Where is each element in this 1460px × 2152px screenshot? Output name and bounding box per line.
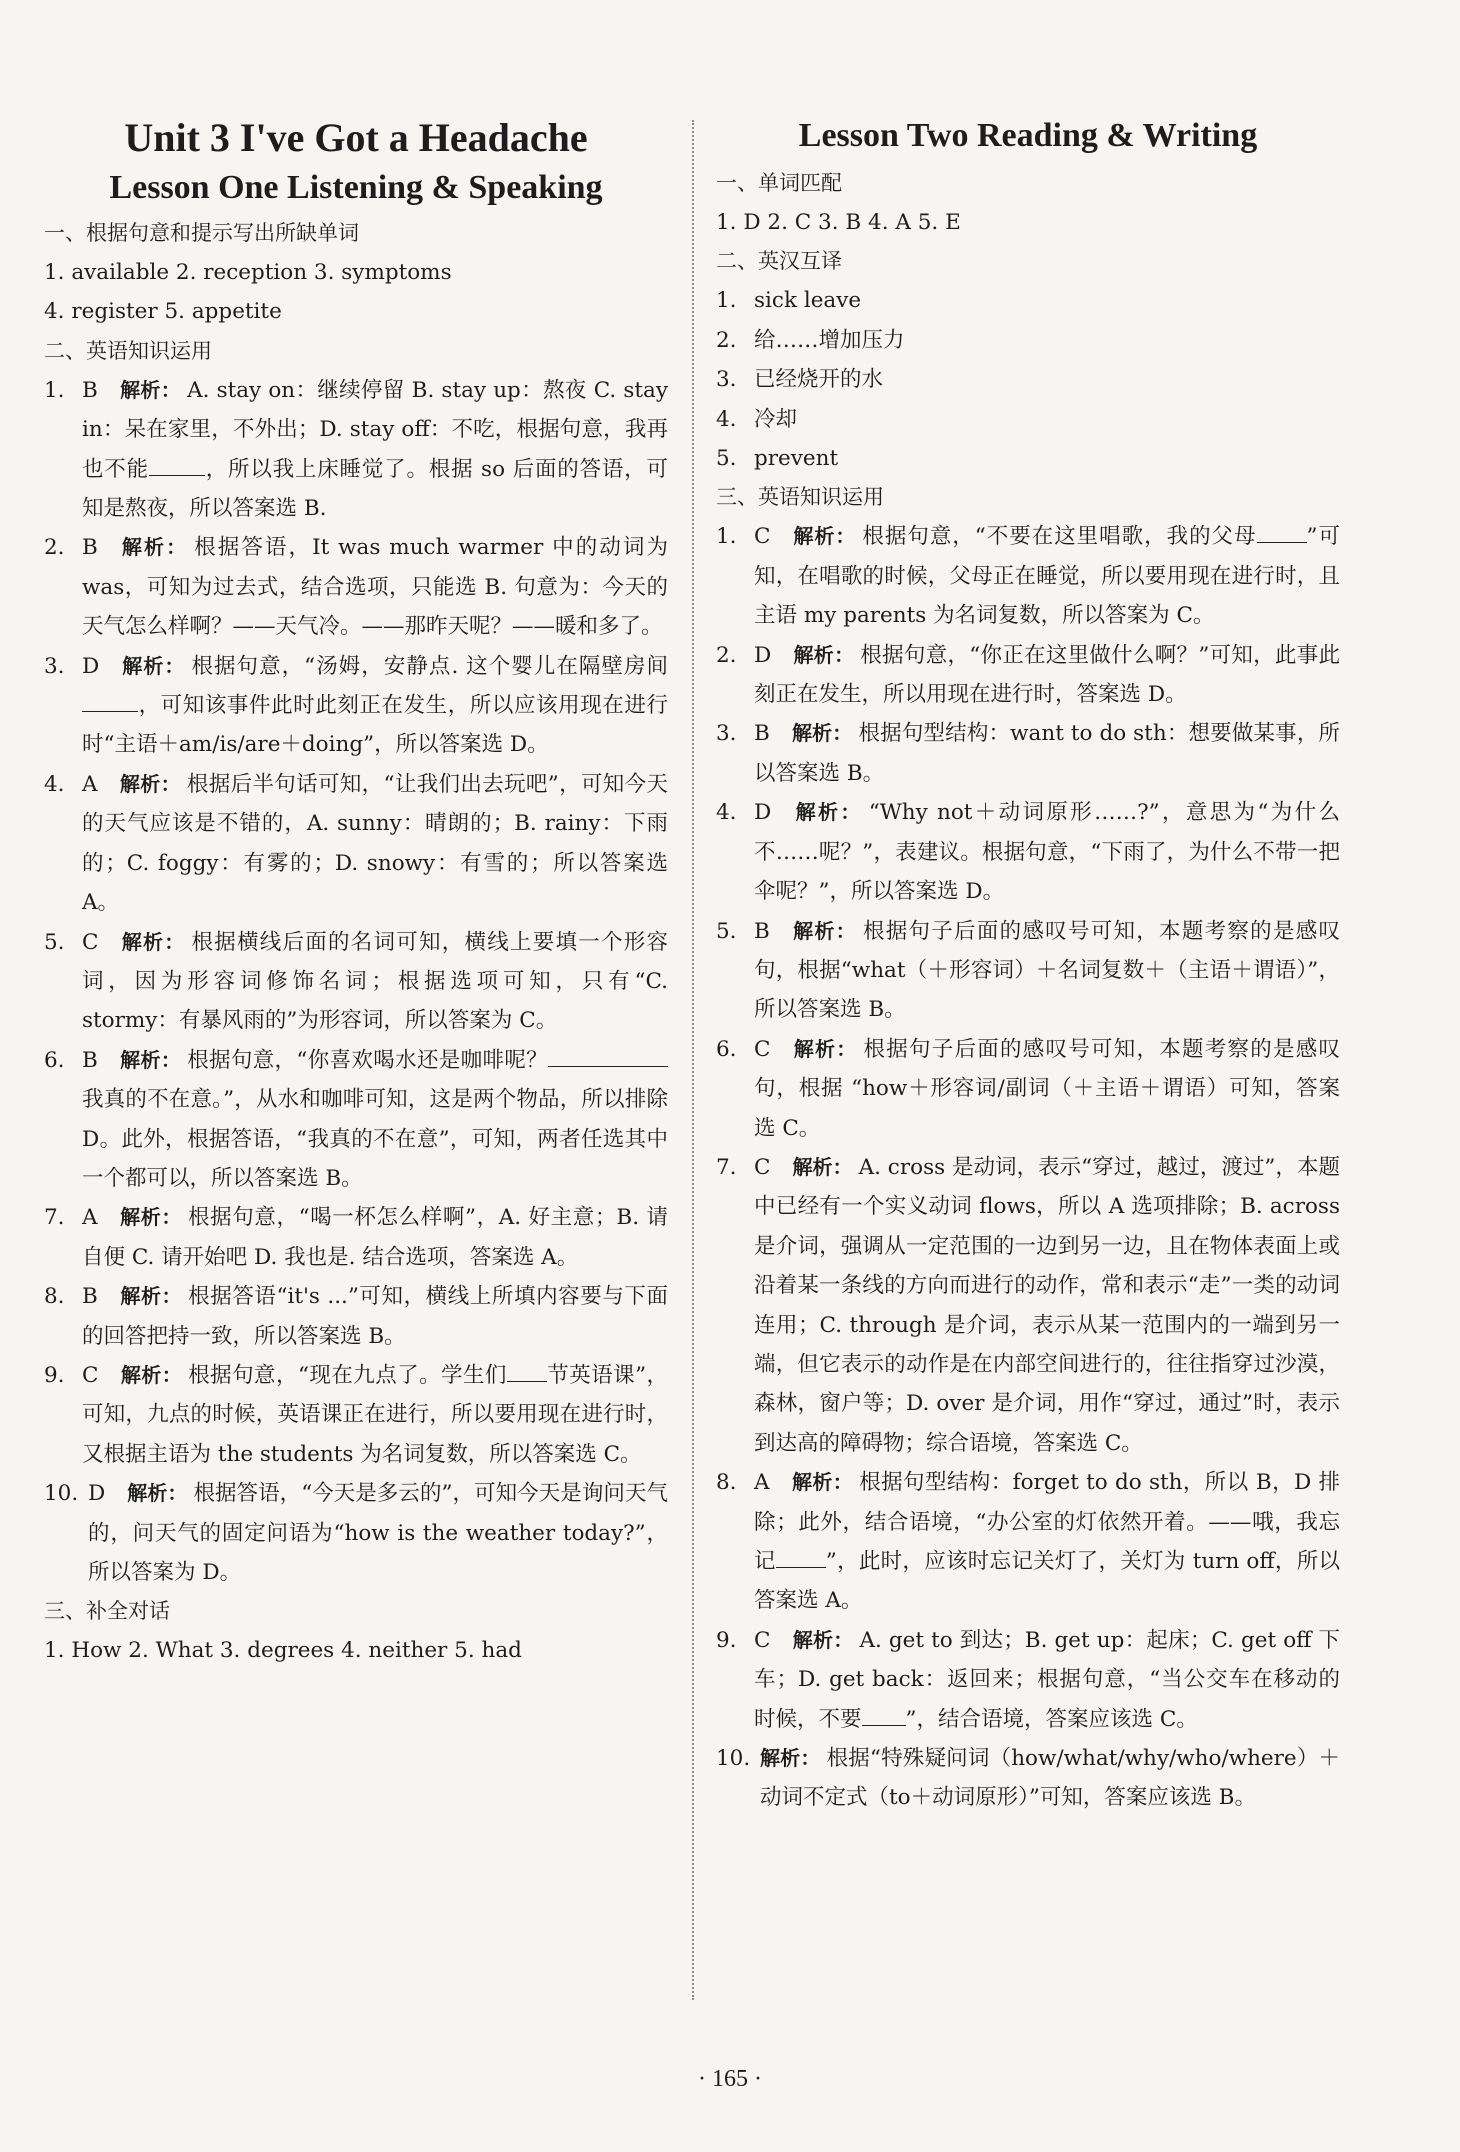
answer-letter: D [754,800,772,826]
analysis-text: 根据句型结构：want to do sth：想要做某事，所以答案选 B。 [754,721,1340,786]
analysis-text: 根据句意，“喝一杯怎么样啊”，A. 好主意；B. 请自便 C. 请开始吧 D. 我也是. 结合选项，答案选 A。 [82,1205,668,1270]
question-item [716,793,1340,911]
analysis-text: 根据“特殊疑问词（how/what/why/who/where）＋动词不定式（to＋动词原形）”可知，答案应该选 B。 [760,1746,1341,1811]
question-item [44,371,668,529]
analysis-label: 解析： [792,1154,853,1179]
analysis-label: 解析： [121,653,186,678]
blank-line [776,1546,826,1569]
question-number: 2. [716,642,737,668]
analysis-text: 根据答语“it's ...”可知，横线上所填内容要与下面的回答把持一致，所以答案选 B。 [82,1284,668,1349]
answer-line: 1. How 2. What 3. degrees 4. neither 5. had [44,1638,522,1664]
analysis-text: 根据句意，“你正在这里做什么啊？”可知，此事此刻正在发生，所以用现在进行时，答案选 D。 [754,642,1340,708]
answer-letter: C [754,524,771,550]
translation-item [716,281,1340,320]
question-item [716,1621,1340,1739]
analysis-text: ”可知，在唱歌的时候，父母正在睡觉，所以要用现在进行时，且主语 my parents 为名词复数，所以答案为 C。 [754,524,1340,629]
page-number: · 165 · [698,2066,762,2092]
question-number: 9. [716,1627,737,1653]
analysis-label: 解析： [127,1481,188,1506]
answer-letter: D [754,642,772,668]
question-item [44,765,668,923]
question-item [716,1148,1340,1463]
analysis-text: 根据句意，“汤姆，安静点. 这个婴儿在隔壁房间 [191,653,669,679]
answer-letter: B [82,1047,98,1073]
question-number: 5. [44,929,65,955]
answer-letter: D [82,653,100,679]
analysis-label: 解析： [119,771,181,796]
question-number: 2. [44,535,65,561]
analysis-text: 根据答语，It was much warmer 中的动词为 was，可知为过去式，结合选项，只能选 B. 句意为：今天的天气怎么样啊？——天气冷。——那昨天呢？——暖和多了。 [82,535,668,640]
translation-item [716,360,1340,399]
analysis-text: “Why not＋动词原形……?”，意思为“为什么不……呢？”，表建议。根据句意，“下雨了，为什么不带一把伞呢？”，所以答案选 D。 [754,800,1341,905]
analysis-label: 解析： [120,1362,183,1387]
translation-text: 冷却 [754,406,798,432]
question-number: 3. [44,653,65,679]
analysis-text: 根据句意，“现在九点了。学生们 [188,1362,507,1388]
question-number: 7. [716,1154,737,1180]
analysis-text: 根据句意，“你喜欢喝水还是咖啡呢？ [187,1047,548,1073]
translation-text: sick leave [754,288,862,314]
translation-item [716,321,1340,360]
section-heading: 一、单词匹配 [716,171,842,195]
answer-letter: C [754,1036,771,1062]
question-item [44,1474,668,1592]
section-heading: 三、补全对话 [44,1599,170,1624]
analysis-label: 解析： [119,377,182,402]
question-item [44,1198,668,1277]
question-item [44,647,668,765]
question-number: 5. [716,446,737,472]
column-divider [692,120,694,2000]
question-item [44,528,668,646]
answer-line: 1. D 2. C 3. B 4. A 5. E [716,210,961,235]
question-number: 4. [44,771,65,797]
answer-letter: B [82,535,98,561]
question-number: 8. [716,1470,737,1496]
answer-letter: A [82,1205,98,1231]
left-column [44,112,668,1671]
blank-line [149,453,205,476]
lesson-two-title: Lesson Two Reading & Writing [798,117,1258,154]
answer-letter: C [82,1362,99,1388]
question-number: 1. [44,377,65,403]
question-item [716,1463,1340,1621]
blank-line [548,1044,668,1067]
question-item [716,714,1340,793]
answer-letter: B [82,1284,98,1310]
question-number: 4. [716,800,737,826]
analysis-text: 节英语课”，可知，九点的时候，英语课正在进行，所以要用现在进行时，又根据主语为 the students 为名词复数，所以答案选 C。 [82,1362,669,1467]
question-item [44,923,668,1041]
question-item [44,1041,668,1199]
analysis-text: 我真的不在意。”，从水和咖啡可知，这是两个物品，所以排除 D。此外，根据答语，“我真的不在意”，可知，两者任选其中一个都可以，所以答案选 B。 [82,1087,668,1191]
question-number: 8. [44,1284,65,1310]
translation-item [716,439,1340,478]
section-heading: 二、英语知识运用 [44,338,212,363]
analysis-label: 解析： [791,918,857,943]
translation-text: 已经烧开的水 [754,367,884,393]
analysis-text: ，可知该事件此时此刻正在发生，所以应该用现在进行时“主语＋am/is/are＋doing”，所以答案选 D。 [82,693,668,758]
answer-letter: A [82,771,98,797]
blank-line [82,690,138,713]
analysis-label: 解析： [120,929,186,954]
answer-line: 4. register 5. appetite [44,299,282,325]
analysis-text: A. get to 到达；B. get up：起床；C. get off 下车；D. get back：返回来；根据句意，“当公交车在移动的时候，不要 [754,1627,1340,1732]
analysis-text: 根据后半句话可知，“让我们出去玩吧”，可知今天的天气应该是不错的，A. sunny：晴朗的；B. rainy：下雨的；C. foggy：有雾的；D. snowy：有雪的；所以答案选 A。 [82,771,668,916]
analysis-text: A. stay on：继续停留 B. stay up：熬夜 C. stay in：呆在家里，不外出；D. stay off：不吃，根据句意，我再也不能 [82,377,669,482]
section-heading: 二、英汉互译 [716,249,842,274]
question-item [716,517,1340,635]
blank-line [507,1359,547,1382]
question-number: 7. [44,1205,65,1231]
question-item [44,1356,668,1474]
question-number: 1. [716,288,737,314]
answer-letter: C [82,929,99,955]
analysis-label: 解析： [119,1205,182,1230]
right-column [716,112,1340,1818]
answer-line: 1. available 2. reception 3. symptoms [44,260,452,285]
analysis-label: 解析： [792,524,857,549]
blank-line [862,1703,906,1726]
analysis-label: 解析： [792,1036,858,1061]
question-item [716,1739,1340,1818]
analysis-label: 解析： [792,1627,854,1652]
translation-item [716,400,1340,439]
question-number: 5. [716,918,737,944]
section-heading: 一、根据句意和提示写出所缺单词 [44,221,359,245]
answer-letter: A [754,1470,770,1496]
question-item [716,1030,1340,1148]
answer-letter: B [754,721,770,747]
question-item [716,912,1340,1030]
analysis-text: ，所以我上床睡觉了。根据 so 后面的答语，可知是熬夜，所以答案选 B. [82,456,668,522]
analysis-text: 根据句子后面的感叹号可知，本题考察的是感叹句，根据“what（＋形容词）＋名词复数＋（主语＋谓语）”，所以答案选 B。 [754,918,1340,1023]
answer-letter: B [82,377,98,403]
translation-text: 给……增加压力 [754,327,905,353]
analysis-label: 解析： [791,1470,854,1495]
analysis-label: 解析： [119,535,189,560]
blank-line [1257,521,1307,544]
analysis-label: 解析： [793,800,863,825]
answer-letter: C [754,1154,771,1180]
analysis-label: 解析： [760,1746,821,1771]
question-number: 6. [44,1047,65,1073]
analysis-label: 解析： [119,1284,183,1309]
lesson-one-title: Lesson One Listening & Speaking [109,169,603,206]
question-number: 3. [716,721,737,747]
analysis-text: 根据句意，“不要在这里唱歌，我的父母 [862,524,1257,550]
analysis-text: 根据横线后面的名词可知，横线上要填一个形容词，因为形容词修饰名词；根据选项可知，只有“C. stormy：有暴风雨的”为形容词，所以答案为 C。 [82,929,668,1034]
translation-text: prevent [754,446,839,472]
unit-title: Unit 3 I've Got a Headache [124,115,588,160]
question-number: 3. [716,367,737,393]
analysis-text: 根据句子后面的感叹号可知，本题考察的是感叹句，根据 “how＋形容词/副词（＋主语＋谓语）可知，答案选 C。 [754,1036,1340,1141]
question-number: 6. [716,1036,737,1062]
answer-letter: B [754,918,770,944]
analysis-text: A. cross 是动词，表示“穿过，越过，渡过”，本题中已经有一个实义动词 flows，所以 A 选项排除；B. across 是介词，强调从一定范围的一边到另一边，且在物体表面上或沿着某一条线的方向而进行的动作，常和表示“走”一类的动词连用；C. through 是介词，表示从某一范围内的一端到另一端，但它表示的动作是在内部空间进行的，往往指穿过沙漠，森林，窗户等；D. over 是介词，用作“穿过，通过”时，表示到达高的障碍物；综合语境，答案选 C。 [754,1154,1340,1456]
question-number: 4. [716,406,737,432]
question-number: 2. [716,327,737,353]
question-number: 10. [716,1746,751,1772]
analysis-label: 解析： [119,1047,182,1072]
answer-letter: D [88,1481,106,1507]
answer-letter: C [754,1627,771,1653]
analysis-text: 根据答语，“今天是多云的”，可知今天是询问天气的，问天气的固定问语为“how is the weather today?”，所以答案为 D。 [88,1481,668,1585]
analysis-text: ”，此时，应该时忘记关灯了，关灯为 turn off，所以答案选 A。 [754,1549,1340,1614]
question-number: 10. [44,1481,79,1507]
question-number: 1. [716,524,737,550]
question-number: 9. [44,1362,65,1388]
analysis-text: 根据句型结构：forget to do sth，所以 B，D 排除；此外，结合语境，“办公室的灯依然开着。——哦，我忘记 [754,1470,1341,1574]
analysis-label: 解析： [793,642,855,667]
analysis-text: ”，结合语境，答案应该选 C。 [905,1706,1198,1732]
question-item [44,1277,668,1356]
section-heading: 三、英语知识运用 [716,485,884,510]
question-item [716,636,1340,715]
analysis-label: 解析： [791,721,853,746]
